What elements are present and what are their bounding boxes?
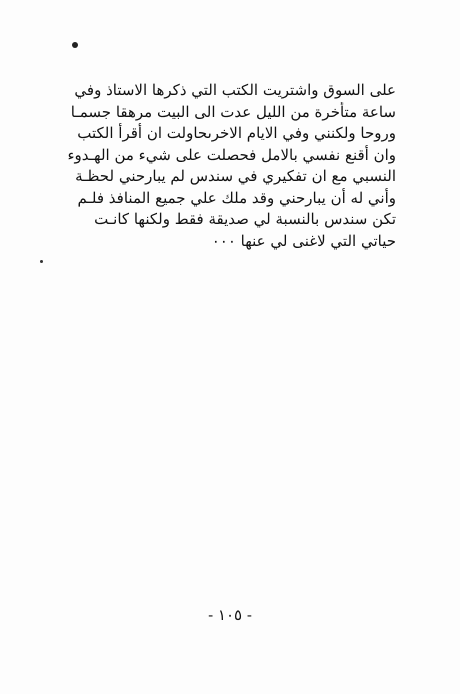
ink-speck	[72, 42, 78, 48]
text-line: وان أقنع نفسي بالامل فحصلت على شيء من الهـدوء	[67, 145, 396, 164]
text-line: حياتي التي لاغنى لي عنها ٠٠٠	[211, 231, 396, 250]
ink-speck	[40, 260, 43, 263]
text-line: على السوق واشتريت الكتب التي ذكرها الاستاذ وفي	[74, 81, 396, 99]
text-line: النسبي مع ان تفكيري في سندس لم يبارحني لحظـة	[75, 167, 396, 185]
paragraph	[58, 80, 396, 252]
text-line: ساعة متأخرة من الليل عدت الى البيت مرهقا جسمـا	[70, 102, 396, 121]
text-line: وأني له أن يبارحني وقد ملك علي جميع المنافذ فلـم	[77, 188, 396, 207]
page-number: - ١٠٥ -	[208, 606, 252, 624]
text-line: تكن سندس بالنسبة لي صديقة فقط ولكنها كانـت	[94, 210, 396, 228]
text-line: وروحا ولكنني وفي الايام الاخرىحاولت ان أقرأ الكتب	[77, 124, 396, 142]
